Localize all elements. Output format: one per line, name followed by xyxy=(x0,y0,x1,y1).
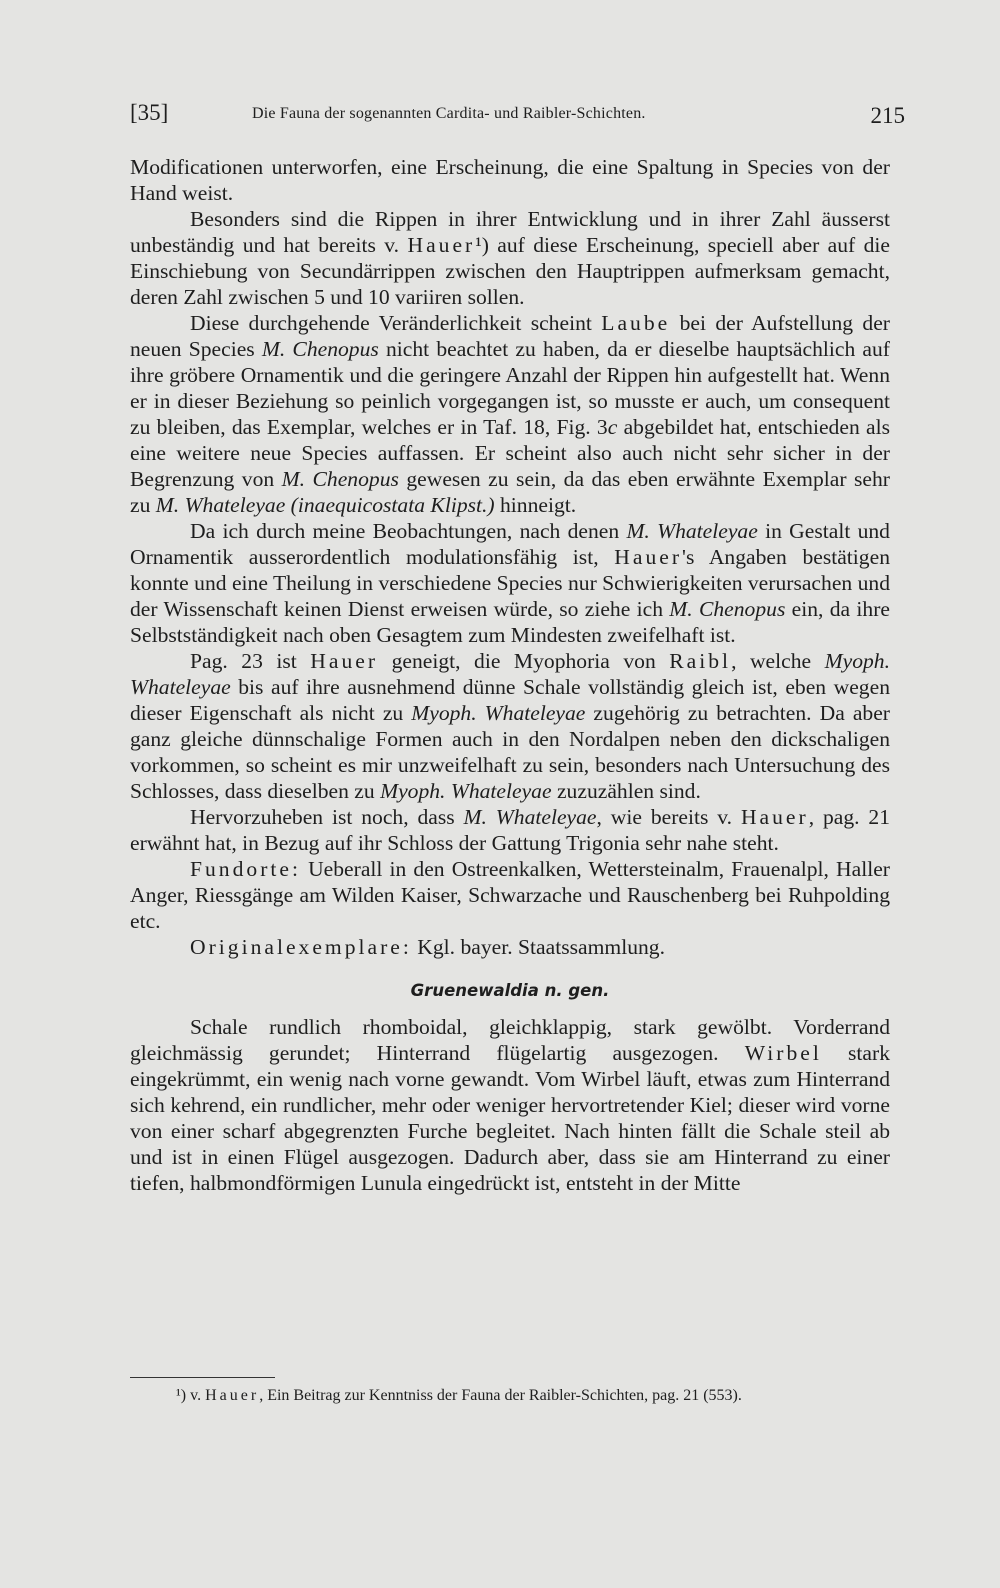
text-run: , wie bereits v. xyxy=(596,805,741,829)
italic-run: Myoph. Whateleyae xyxy=(130,649,890,699)
footnote-rule xyxy=(130,1377,275,1378)
paragraph xyxy=(130,310,890,518)
spaced-run: Raibl xyxy=(669,649,732,673)
text-run: 's Angaben bestätigen konnte und eine Theilung in verschiedene Species nur Schwierigkeiten verursachen und der Wissenschaft keinen Dienst erweisen würde, so ziehe ich xyxy=(130,545,890,621)
footnote-text xyxy=(130,1385,890,1407)
text-run: ¹) auf diese Erscheinung, speciell aber auf die Einschiebung von Secundärrippen zwischen den Hauptrippen aufmerksam gemacht, deren Zahl zwischen 5 und 10 variiren sollen. xyxy=(130,233,891,309)
text-run: Hervorzuheben ist noch, dass xyxy=(190,805,464,829)
italic-run: M. Chenopus xyxy=(281,467,399,491)
italic-run: M. Chenopus xyxy=(669,597,786,621)
body-text xyxy=(130,154,890,1196)
spaced-run: Wirbel xyxy=(744,1041,822,1065)
paragraph xyxy=(130,804,890,856)
text-run: geneigt, die Myophoria von xyxy=(378,649,670,673)
footnote-marker: ¹) v. xyxy=(176,1387,206,1404)
text-run: Diese durchgehende Veränderlichkeit scheint xyxy=(190,311,602,335)
text-run: in Gestalt und Ornamentik ausserordentlich modulationsfähig ist, xyxy=(130,519,890,569)
text-run: Kgl. bayer. Staatssammlung. xyxy=(411,935,665,959)
text-run: , welche xyxy=(731,649,825,673)
running-header xyxy=(130,100,905,132)
spaced-run: Hauer xyxy=(740,805,809,829)
italic-run: M. Chenopus xyxy=(261,337,379,361)
text-run: bei der Aufstellung der neuen Species xyxy=(130,311,890,361)
italic-run: M. Whateleyae xyxy=(626,519,758,543)
paragraph xyxy=(130,856,890,934)
spaced-run: Hauer xyxy=(310,649,379,673)
text-run: zuzuzählen sind. xyxy=(551,779,701,803)
text-run: Modificationen unterworfen, eine Erscheinung, die eine Spaltung in Species von der Hand weist. xyxy=(130,155,890,205)
footnote xyxy=(130,1385,890,1407)
spaced-run: Hauer xyxy=(407,233,476,257)
paragraph xyxy=(130,934,890,960)
text-run: zugehörig zu betrachten. Da aber ganz gleiche dünnschalige Formen auch in den Nordalpen neben den dickschaligen vorkommen, so scheint es mir unzweifelhaft zu sein, besonders nach Untersuchung des Schlosses, dass dieselben zu xyxy=(130,701,890,803)
italic-run: M. Whateleyae xyxy=(463,805,597,829)
paragraph-group xyxy=(130,1014,890,1196)
footnote-author: Hauer xyxy=(205,1387,260,1404)
text-run: hinneigt. xyxy=(494,493,577,517)
paragraph xyxy=(130,518,890,648)
section-number: [35] xyxy=(130,100,169,125)
text-run: Ueberall in den Ostreenkalken, Wettersteinalm, Frauenalpl, Haller Anger, Riessgänge am Wilden Kaiser, Schwarzache und Rauschenberg bei Ruhpolding etc. xyxy=(130,857,890,933)
italic-run: Myoph. Whateleyae xyxy=(411,701,586,725)
spaced-run: Originalexemplare: xyxy=(190,935,412,959)
spaced-run: Fundorte: xyxy=(190,857,301,881)
italic-run: M. Whateleyae (inaequicostata Klipst.) xyxy=(155,493,495,517)
paragraph xyxy=(130,1014,890,1196)
text-run: abgebildet hat, entschieden als eine weitere neue Species auffassen. Er scheint also auch nicht sehr sicher in der Begrenzung von xyxy=(130,415,890,491)
spaced-run: Hauer xyxy=(614,545,683,569)
text-run: Schale rundlich rhomboidal, gleichklappig, stark gewölbt. Vorderrand gleichmässig gerundet; Hinterrand flügelartig ausgezogen. xyxy=(130,1015,890,1065)
text-run: stark eingekrümmt, ein wenig nach vorne gewandt. Vom Wirbel läuft, etwas zum Hinterrand sich kehrend, ein rundlicher, mehr oder weniger hervortretender Kiel; dieser wird vorne von einer scharf abgegrenzten Furche begleitet. Nach hinten fällt die Schale steil ab und ist in einen Flügel ausgezogen. Dadurch aber, dass sie am Hinterrand zu einer tiefen, halbmondförmigen Lunula eingedrückt ist, entsteht in der Mitte xyxy=(130,1041,890,1195)
text-run: ein, da ihre Selbstständigkeit nach oben Gesagtem zum Mindesten zweifelhaft ist. xyxy=(130,597,890,647)
text-run: bis auf ihre ausnehmend dünne Schale vollständig gleich ist, eben wegen dieser Eigenschaft als nicht zu xyxy=(130,675,890,725)
text-run: Besonders sind die Rippen in ihrer Entwicklung und in ihrer Zahl äusserst unbeständig und hat bereits v. xyxy=(130,207,890,257)
text-run: Da ich durch meine Beobachtungen, nach denen xyxy=(190,519,627,543)
italic-run: c xyxy=(607,415,618,439)
page-number: 215 xyxy=(870,103,905,128)
paragraph-group xyxy=(130,154,890,960)
footnote-body: , Ein Beitrag zur Kenntniss der Fauna der Raibler-Schichten, pag. 21 (553). xyxy=(259,1387,742,1404)
paragraph xyxy=(130,206,890,310)
text-run: nicht beachtet zu haben, da er dieselbe hauptsächlich auf ihre gröbere Ornamentik und die geringere Anzahl der Rippen hin aufgestellt hat. Wenn er in dieser Beziehung so peinlich vorgegangen ist, so musste er auch, um consequent zu bleiben, das Exemplar, welches er in Taf. 18, Fig. 3 xyxy=(130,337,890,439)
text-run: Pag. 23 ist xyxy=(190,649,311,673)
spaced-run: Laube xyxy=(601,311,671,335)
paragraph xyxy=(130,154,890,206)
paragraph xyxy=(130,648,890,804)
text-run: , pag. 21 erwähnt hat, in Bezug auf ihr Schloss der Gattung Trigonia sehr nahe steht. xyxy=(130,805,891,855)
section-heading: Gruenewaldia n. gen. xyxy=(410,981,610,1000)
text-run: gewesen zu sein, da das eben erwähnte Exemplar sehr zu xyxy=(130,467,890,517)
running-title: Die Fauna der sogenannten Cardita- und Raibler-Schichten. xyxy=(252,105,646,122)
italic-run: Myoph. Whateleyae xyxy=(380,779,552,803)
